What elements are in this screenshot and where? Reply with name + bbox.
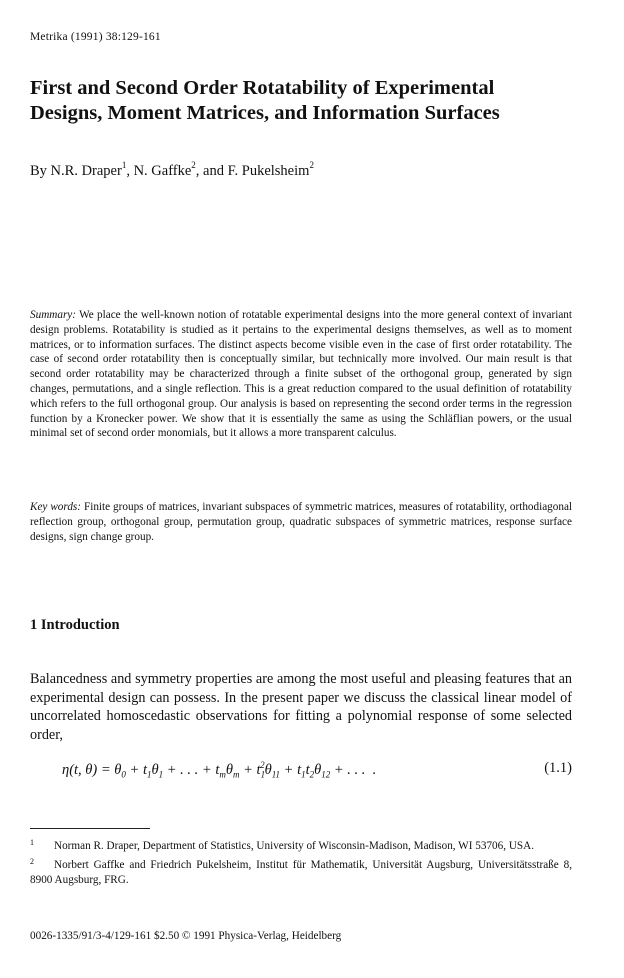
journal-citation: Metrika (1991) 38:129-161	[30, 31, 161, 43]
summary-label: Summary:	[30, 309, 76, 321]
footnote-1	[30, 836, 572, 854]
equation-1-1	[62, 760, 572, 782]
paper-title	[30, 76, 600, 126]
author-1-affiliation: 1	[121, 160, 127, 170]
title-line-2: Designs, Moment Matrices, and Information Surfaces	[30, 102, 500, 124]
footnotes	[30, 836, 572, 888]
footnote-2-number: 2	[30, 856, 34, 866]
author-3: , and F. Pukelsheim	[195, 163, 310, 179]
author-2-affiliation: 2	[191, 160, 196, 170]
summary-abstract	[30, 308, 572, 441]
intro-paragraph: Balancedness and symmetry properties are among the most useful and pleasing features that an experimental design can possess. In the present paper we discuss the classical linear model of uncorrelated homoscedastic observations for fitting a polynomial response of some selected order,	[30, 671, 572, 743]
keywords-block	[30, 500, 572, 544]
footnote-2	[30, 855, 572, 888]
footnote-2-text: Norbert Gaffke and Friedrich Pukelsheim, Institut für Mathematik, Universität Augsburg, Universitätsstraße 8, 8900 Augsburg, FRG.	[30, 858, 572, 886]
footnote-1-number: 1	[30, 838, 34, 847]
footnote-1-text: Norman R. Draper, Department of Statistics, University of Wisconsin-Madison, Madison, WI 53706, USA.	[54, 840, 534, 852]
keywords-text: Finite groups of matrices, invariant subspaces of symmetric matrices, measures of rotatability, orthodiagonal reflection group, orthogonal group, permutation group, quadratic subspaces of symmetric matrices, response surface designs, sign change group.	[30, 501, 573, 543]
keywords-label: Key words:	[30, 501, 82, 513]
author-1: By N.R. Draper	[30, 163, 122, 179]
author-line	[30, 160, 314, 180]
title-line-1: First and Second Order Rotatability of Experimental	[30, 77, 495, 99]
equation-number: (1.1)	[544, 760, 572, 776]
author-2: , N. Gaffke	[126, 163, 192, 179]
equation-expression: η(t, $\theta) = \theta_0 + t_1\theta_1$ + . . . + $t_m\theta_m + t_1^2\theta_{11} + t_1t_2\theta_{12}$ + . . . .	[62, 760, 377, 780]
copyright-line: 0026-1335/91/3-4/129-161 $2.50 © 1991 Physica-Verlag, Heidelberg	[30, 930, 342, 942]
summary-text: We place the well-known notion of rotatable experimental designs into the more general context of invariant design problems. Rotatability is studied as it pertains to the experimental designs themselves, as well as to moment matrices, or to information surfaces. The distinct aspects become visible even in the case of first order rotatability. The case of second order rotatability then is conceptually similar, but technically more involved. Our main result is that second order rotatability may be characterized through a finite subset of the orthogonal group, generated by sign changes, permutations, and a single reflection. This is a great reduction compared to the usual definition of rotatability which refers to the full orthogonal group. Our analysis is based on representing the second order terms in the regression function by a Kronecker power. We show that it is essentially the same as using the Schläflian powers, or the usual minimal set of second order monomials, but it allows a more transparent calculus.	[30, 309, 572, 440]
author-3-affiliation: 2	[309, 160, 314, 170]
footnote-divider	[30, 828, 150, 829]
section-heading: 1 Introduction	[30, 617, 120, 633]
